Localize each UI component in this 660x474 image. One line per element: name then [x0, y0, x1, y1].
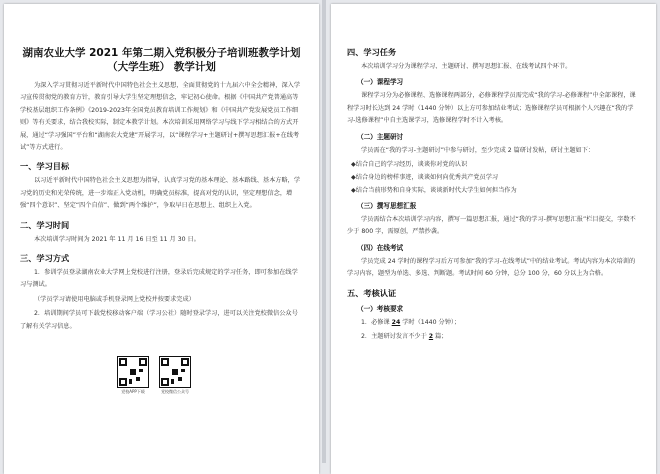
page-gap — [322, 0, 326, 463]
list-item: ◆结合身边的榜样事迹，谈谈如何向优秀共产党员学习 — [351, 174, 499, 182]
check-suffix: 学时（1440 分钟）； — [400, 318, 461, 326]
part-2-heading: （二）主题研讨 — [357, 132, 404, 141]
section-3-text-3: 2．培训期间学员可下载党校移动客户端（学习公社）随时登录学习，进可以关注党校微信公众号了解有关学习信息。 — [20, 310, 298, 330]
check-heading: （一）考核要求 — [357, 304, 404, 313]
part-3-heading: （三）撰写思想汇报 — [357, 202, 417, 211]
check-prefix: 2．主题研讨发言不少于 — [361, 333, 429, 341]
qr-code-icon — [117, 356, 149, 388]
check-value: 24 — [391, 318, 401, 326]
check-item-2 — [361, 331, 640, 343]
section-4-intro: 本次培训学习分为课程学习、主题研讨、撰写思想汇报、在线考试四个环节。 — [361, 63, 572, 70]
part-1-heading: （一）课程学习 — [357, 78, 404, 87]
qr-app-download — [116, 356, 150, 395]
section-2-text: 本次培训学习时间为 2021 年 11 月 16 日至 11 月 30 日。 — [34, 235, 200, 243]
section-5-heading: 五、考核认证 — [347, 287, 397, 298]
list-item: ◆结合自己的学习经历，谈谈你对党的认识 — [351, 161, 468, 169]
qr-code-row — [116, 356, 192, 395]
section-3-heading: 三、学习方式 — [20, 253, 70, 264]
list-item: ◆结合当前形势和自身实际，谈谈新时代大学生如何担当作为 — [351, 187, 517, 195]
intro-paragraph: 为深入学习贯彻习近平新时代中国特色社会主义思想，全面贯彻党的十九届六中全会精神，深入学习宣传贯彻党的教育方针，教育引导大学生坚定理想信念，牢记初心使命。根据《中国共产党普通高等学校基层组织工作条例》《2019-2023年全国党员教育培训工作规划》和《中国共产党发展党员工作细则》等有关要求，结合我校实际，制定本教学计划。本次培训采用网络学习与线下学习相结合的方式开展，通过“学习强国”平台和“湖南农大党建”开展学习，以“课程学习+主题研讨+撰写思想汇报+在线考试”等方式进行。 — [20, 82, 301, 152]
section-2-heading: 二、学习时间 — [20, 219, 70, 230]
part-4-heading: （四）在线考试 — [357, 243, 404, 252]
section-3-text-2: （学员学习请使用电脑或手机登录网上党校并按要求完成） — [34, 295, 195, 303]
check-item-1 — [361, 317, 640, 329]
section-1-text: 以习近平新时代中国特色社会主义思想为指导，认真学习党的基本理论、基本路线、基本方略，学习党的历史和光荣传统，进一步端正入党动机，明确党员标准，提高对党的认识，坚定理想信念，增强“四个意识”、坚定“四个自信”、做到“两个维护”，争取早日在思想上、组织上入党。 — [20, 177, 301, 210]
section-1-heading: 一、学习目标 — [20, 161, 70, 172]
part-1-text: 课程学习分为必修课程、选修课程两部分，必修课程学员需完成“我的学习-必修课程”中全部课程，课程学习时长达到 24 学时（1440 分钟）以上方可参加结业考试；选修课程学员可根据个人兴趣在“我的学习-选修课程”中自主选课学习，选修课程学时不计入考核。 — [347, 92, 636, 125]
document-page-right — [331, 4, 656, 474]
section-4-heading: 四、学习任务 — [347, 47, 397, 57]
part-4-text: 学员完成 24 学时的课程学习后方可参加“我的学习-在线考试”中的结业考试。考试内容为本次培训的学习内容，题型为单选、多选、判断题。考试时间 60 分钟，总分 100 分，60 分以上为合格。 — [347, 257, 636, 278]
qr-code-icon — [159, 356, 191, 388]
document-page-left — [4, 4, 319, 474]
check-prefix: 1．必修课 — [361, 318, 392, 326]
section-3-text-1: 1．参训学员登录湖南农业大学网上党校进行注册，登录后完成规定的学习任务，即可参加在线学习与测试。 — [20, 269, 298, 289]
part-3-text: 学员需结合本次培训学习内容，撰写一篇思想汇报，通过“我的学习-撰写思想汇报”栏目提交，字数不少于 800 字，需原创，严禁抄袭。 — [347, 216, 636, 236]
part-2-text: 学员需在“我的学习-主题研讨”中参与研讨，至少完成 2 篇研讨发帖，研讨主题如下： — [361, 146, 595, 154]
check-suffix: 篇； — [433, 333, 448, 341]
check-value: 2 — [428, 333, 434, 341]
qr-caption: 党校微信公众号 — [161, 389, 189, 394]
qr-caption: 党校APP下载 — [121, 389, 145, 394]
qr-wechat — [158, 356, 192, 395]
document-title: 湖南农业大学 2021 年第二期入党积极分子培训班教学计划（大学生班） 教学计划 — [22, 47, 301, 73]
